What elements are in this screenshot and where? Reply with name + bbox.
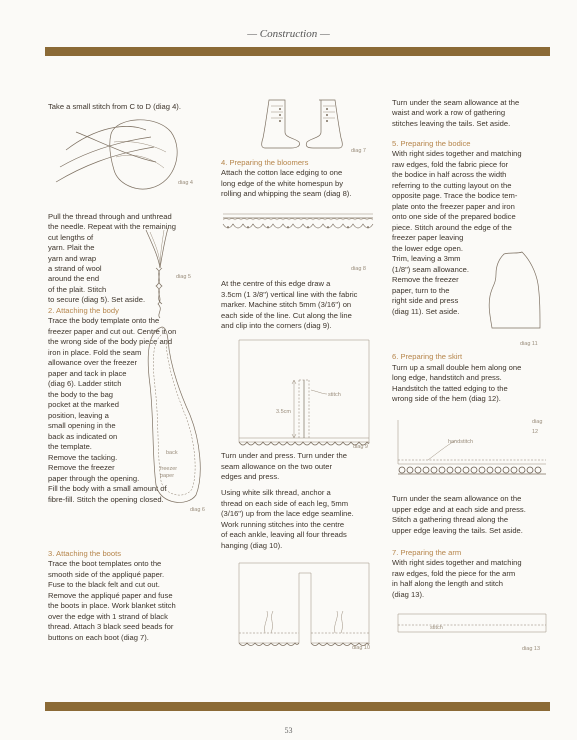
- footer-rule: [45, 702, 550, 711]
- paragraph-line: (diag 13).: [392, 590, 425, 599]
- paragraph-line: upper edge and at each side and press.: [392, 505, 526, 514]
- paragraph-line: to secure (diag 5). Set aside.: [48, 295, 146, 304]
- paragraph-line: (diag 11). Set aside.: [392, 307, 460, 316]
- paragraph-line: fibre-fill. Stitch the opening closed.: [48, 495, 164, 504]
- section-heading-preparing-bloomers: 4. Preparing the bloomers: [221, 158, 309, 167]
- paragraph-line: long edge, handstitch and press.: [392, 373, 502, 382]
- diagram-4-caption: diag 4: [178, 180, 193, 186]
- paragraph-line: thread on each side of each leg, 5mm: [221, 499, 349, 508]
- paragraph-line: edges and press.: [221, 472, 280, 481]
- paragraph-line: yarn and wrap: [48, 254, 97, 263]
- diagram-11-bodice-illustration: [484, 250, 544, 332]
- label-stitch-arm: stitch: [430, 625, 443, 631]
- paragraph-line: (1/8") seam allowance.: [392, 265, 469, 274]
- paragraph-line: Stitch a gathering thread along the: [392, 515, 509, 524]
- paragraph-line: long edge of the white homespun by: [221, 179, 344, 188]
- paragraph-line: Handstitch the tatted edging to the: [392, 384, 508, 393]
- paragraph-line: the body to the bag: [48, 390, 114, 399]
- paragraph-line: iron in place. Fold the seam: [48, 348, 142, 357]
- paragraph-line: Pull the thread through and unthread: [48, 212, 172, 221]
- diagram-9-slit-illustration: [239, 340, 369, 455]
- section-heading-preparing-arm: 7. Preparing the arm: [392, 548, 462, 557]
- paragraph-line: Remove the tacking.: [48, 453, 118, 462]
- diagram-11-caption: diag 11: [520, 341, 538, 347]
- paragraph-line: freezer paper leaving: [392, 233, 464, 242]
- paragraph-line: referring to the cutting layout on the: [392, 181, 512, 190]
- paragraph-line: With right sides together and matching: [392, 149, 522, 158]
- label-back: back: [166, 450, 178, 456]
- paragraph-line: Using white silk thread, anchor a: [221, 488, 331, 497]
- paragraph-line: paper and tack in place: [48, 369, 127, 378]
- paragraph-line: onto one side of the prepared bodice: [392, 212, 516, 221]
- paragraph-line: Remove the appliqué paper and fuse: [48, 591, 173, 600]
- paragraph-line: back as indicated on: [48, 432, 118, 441]
- diagram-12-tatted-edging-illustration: [396, 420, 546, 482]
- paragraph-line: right side and press: [392, 296, 459, 305]
- paragraph-line: With right sides together and matching: [392, 558, 522, 567]
- paragraph-line: Fill the body with a small amount of: [48, 484, 167, 493]
- paragraph-line: the boots in place. Work blanket stitch: [48, 601, 176, 610]
- paragraph-line: rolling and whipping the seam (diag 8).: [221, 189, 352, 198]
- paragraph-line: opposite page. Trace the bodice tem-: [392, 191, 518, 200]
- paragraph-line: Attach the cotton lace edging to one: [221, 168, 343, 177]
- label-handstitch: handstitch: [448, 439, 474, 445]
- paragraph-line: Turn under and press. Turn under the: [221, 451, 347, 460]
- paragraph-line: of each ankle, leaving all four threads: [221, 530, 347, 539]
- paragraph-line: pocket at the marked: [48, 400, 119, 409]
- label-3-5cm: 3.5cm: [276, 409, 291, 415]
- paragraph-line: over the edge with 1 strand of black: [48, 612, 168, 621]
- paragraph-line: waist and work a row of gathering: [392, 108, 506, 117]
- paragraph-line: Work running stitches into the centre: [221, 520, 345, 529]
- paragraph-line: of the plait. Stitch: [48, 285, 107, 294]
- paragraph-line: freezer paper and cut out. Centre it on: [48, 327, 177, 336]
- paragraph-line: each side of the line. Cut along the line: [221, 311, 352, 320]
- paragraph-line: position, leaving a: [48, 411, 109, 420]
- paragraph-line: cut lengths of: [48, 233, 94, 242]
- paragraph-line: (3/16") up from the lace edge seamline.: [221, 509, 354, 518]
- paragraph-line: the wrong side of the body piece and: [48, 337, 173, 346]
- paragraph-line: the template.: [48, 442, 92, 451]
- paragraph-line: piece. Stitch around the edge of the: [392, 223, 512, 232]
- diagram-10-legs-illustration: [239, 563, 369, 648]
- paragraph-line: Remove the freezer: [392, 275, 459, 284]
- paragraph-line: Trace the body template onto the: [48, 316, 160, 325]
- paragraph-line: seam allowance on the two outer: [221, 462, 333, 471]
- paragraph-line: At the centre of this edge draw a: [221, 279, 331, 288]
- section-heading-attaching-body: 2. Attaching the body: [48, 306, 119, 315]
- diagram-6-caption: diag 6: [190, 507, 205, 513]
- paragraph-line: upper edge leaving the tails. Set aside.: [392, 526, 523, 535]
- paragraph-line: plate onto the freezer paper and iron: [392, 202, 515, 211]
- label-stitch: stitch: [328, 392, 341, 398]
- paragraph-line: the needle. Repeat with the remaining: [48, 222, 176, 231]
- paragraph-line: around the end: [48, 274, 100, 283]
- paragraph-line: small opening in the: [48, 421, 116, 430]
- diagram-7-boots-illustration: [251, 98, 361, 153]
- diagram-9-caption: diag 9: [353, 444, 368, 450]
- diagram-13-caption: diag 13: [522, 646, 541, 652]
- page-number: 53: [284, 726, 293, 735]
- paragraph-line: thread. Attach 3 black seed beads for: [48, 622, 174, 631]
- paragraph: Take a small stitch from C to D (diag 4).: [48, 102, 181, 111]
- paragraph-line: marker. Machine stitch 5mm (3/16") on: [221, 300, 352, 309]
- paragraph-line: Fuse to the black felt and cut out.: [48, 580, 160, 589]
- paragraph-line: paper, turn to the: [392, 286, 450, 295]
- paragraph-line: yarn. Plait the: [48, 243, 95, 252]
- diagram-8-caption: diag 8: [351, 266, 366, 272]
- diagram-7-caption: diag 7: [351, 148, 366, 154]
- paragraph-line: wrong side of the hem (diag 12).: [392, 394, 501, 403]
- paragraph-line: paper through the opening.: [48, 474, 140, 483]
- diagram-8-lace-edge-illustration: [223, 208, 373, 238]
- paragraph-line: Trim, leaving a 3mm: [392, 254, 461, 263]
- paragraph-line: raw edges, fold the fabric piece for: [392, 160, 509, 169]
- paragraph-line: stitches leaving the tails. Set aside.: [392, 119, 511, 128]
- diagram-5-caption: diag 5: [176, 274, 191, 280]
- paragraph-line: 3.5cm (1 3/8") vertical line with the fabric: [221, 290, 358, 299]
- section-heading-attaching-boots: 3. Attaching the boots: [48, 549, 122, 558]
- paragraph-line: Turn under the seam allowance on the: [392, 494, 522, 503]
- paragraph-line: hanging (diag 10).: [221, 541, 283, 550]
- paragraph-line: a strand of wool: [48, 264, 102, 273]
- paragraph-line: raw edges, fold the piece for the arm: [392, 569, 516, 578]
- diagram-12-caption: diag 12: [532, 419, 543, 436]
- paragraph-line: in half along the length and stitch: [392, 579, 504, 588]
- paragraph-line: Remove the freezer: [48, 463, 115, 472]
- diagram-10-caption: diag 10: [352, 645, 371, 651]
- paragraph-line: Turn up a small double hem along one: [392, 363, 522, 372]
- paragraph-line: buttons on each boot (diag 7).: [48, 633, 149, 642]
- paragraph-line: smooth side of the appliqué paper.: [48, 570, 165, 579]
- diagram-4-head-illustration: [56, 112, 206, 207]
- section-heading-preparing-bodice: 5. Preparing the bodice: [392, 139, 471, 148]
- paragraph-line: the bodice in half across the width: [392, 170, 507, 179]
- paragraph-line: Trace the boot templates onto the: [48, 559, 162, 568]
- paragraph-line: the lower edge open.: [392, 244, 463, 253]
- paragraph-line: Turn under the seam allowance at the: [392, 98, 520, 107]
- section-heading-preparing-skirt: 6. Preparing the skirt: [392, 352, 463, 361]
- paragraph-line: and clip into the corners (diag 9).: [221, 321, 332, 330]
- paragraph-line: allowance over the freezer: [48, 358, 138, 367]
- label-freezer-paper: freezer paper: [160, 466, 178, 479]
- page-header: — Construction —: [247, 28, 330, 40]
- diagram-13-arm-illustration: [398, 612, 546, 634]
- header-rule: [45, 47, 550, 56]
- diagram-6-body-illustration: [140, 325, 208, 515]
- paragraph-line: (diag 6). Ladder stitch: [48, 379, 122, 388]
- diagram-5-plait-illustration: [138, 228, 178, 318]
